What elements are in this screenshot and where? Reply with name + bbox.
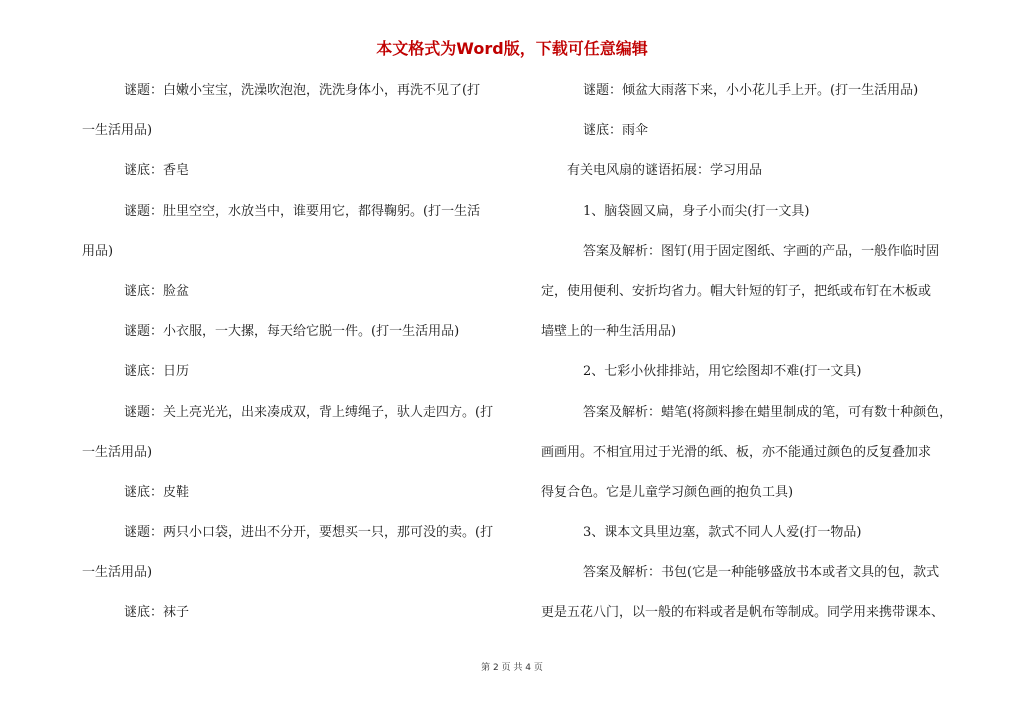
text-line: 谜底：日历: [124, 364, 190, 380]
text-line: 谜题：肚里空空，水放当中，谁要用它，都得鞠躬。(打一生活: [124, 203, 481, 219]
page-banner: 本文格式为Word版，下载可任意编辑: [376, 39, 648, 58]
text-line: 3、课本文具里边塞，款式不同人人爱(打一物品): [583, 525, 862, 541]
text-line: 有关电风扇的谜语拓展：学习用品: [567, 163, 763, 179]
text-line: 答案及解析：书包(它是一种能够盛放书本或者文具的包，款式: [583, 565, 940, 581]
text-line: 1、脑袋圆又扁，身子小而尖(打一文具): [583, 203, 810, 219]
text-line: 谜题：关上亮光光，出来凑成双，背上缚绳子，驮人走四方。(打: [124, 404, 494, 420]
text-line: 画画用。不相宜用过于光滑的纸、板，亦不能通过颜色的反复叠加求: [541, 444, 932, 460]
text-line: 2、七彩小伙排排站，用它绘图却不难(打一文具): [583, 364, 862, 380]
text-line: 谜题：两只小口袋，进出不分开，要想买一只，那可没的卖。(打: [124, 525, 494, 541]
text-line: 谜题：倾盆大雨落下来，小小花儿手上开。(打一生活用品): [583, 83, 919, 98]
text-line: 答案及解析：蜡笔(将颜料掺在蜡里制成的笔，可有数十种颜色，: [583, 404, 953, 420]
right-column: [541, 78, 961, 641]
text-line: 一生活用品): [82, 123, 153, 139]
text-line: 更是五花八门，以一般的布料或者是帆布等制成。同学用来携带课本、: [541, 605, 945, 621]
text-line: 一生活用品): [82, 565, 153, 581]
text-line: 谜底：雨伞: [583, 123, 649, 139]
left-column: [82, 78, 502, 641]
text-line: 谜题：白嫩小宝宝，洗澡吹泡泡，洗洗身体小，再洗不见了(打: [124, 83, 481, 98]
text-line: 墙壁上的一种生活用品): [541, 324, 677, 340]
text-line: 答案及解析：图钉(用于固定图纸、字画的产品，一般作临时固: [583, 243, 940, 259]
text-line: 得复合色。它是儿童学习颜色画的抱负工具): [541, 484, 794, 500]
text-line: 谜题：小衣服，一大摞，每天给它脱一件。(打一生活用品): [124, 324, 460, 340]
text-line: 谜底：脸盆: [124, 283, 190, 299]
text-line: 谜底：香皂: [124, 163, 190, 179]
text-line: 定，使用便利、安折均省力。帽大针短的钉子，把纸或布钉在木板或: [541, 283, 932, 299]
text-line: 谜底：袜子: [124, 605, 190, 621]
text-line: 用品): [82, 243, 114, 259]
text-line: 一生活用品): [82, 444, 153, 460]
page-footer: 第 2 页 共 4 页: [481, 663, 543, 673]
text-line: 谜底：皮鞋: [124, 484, 190, 500]
